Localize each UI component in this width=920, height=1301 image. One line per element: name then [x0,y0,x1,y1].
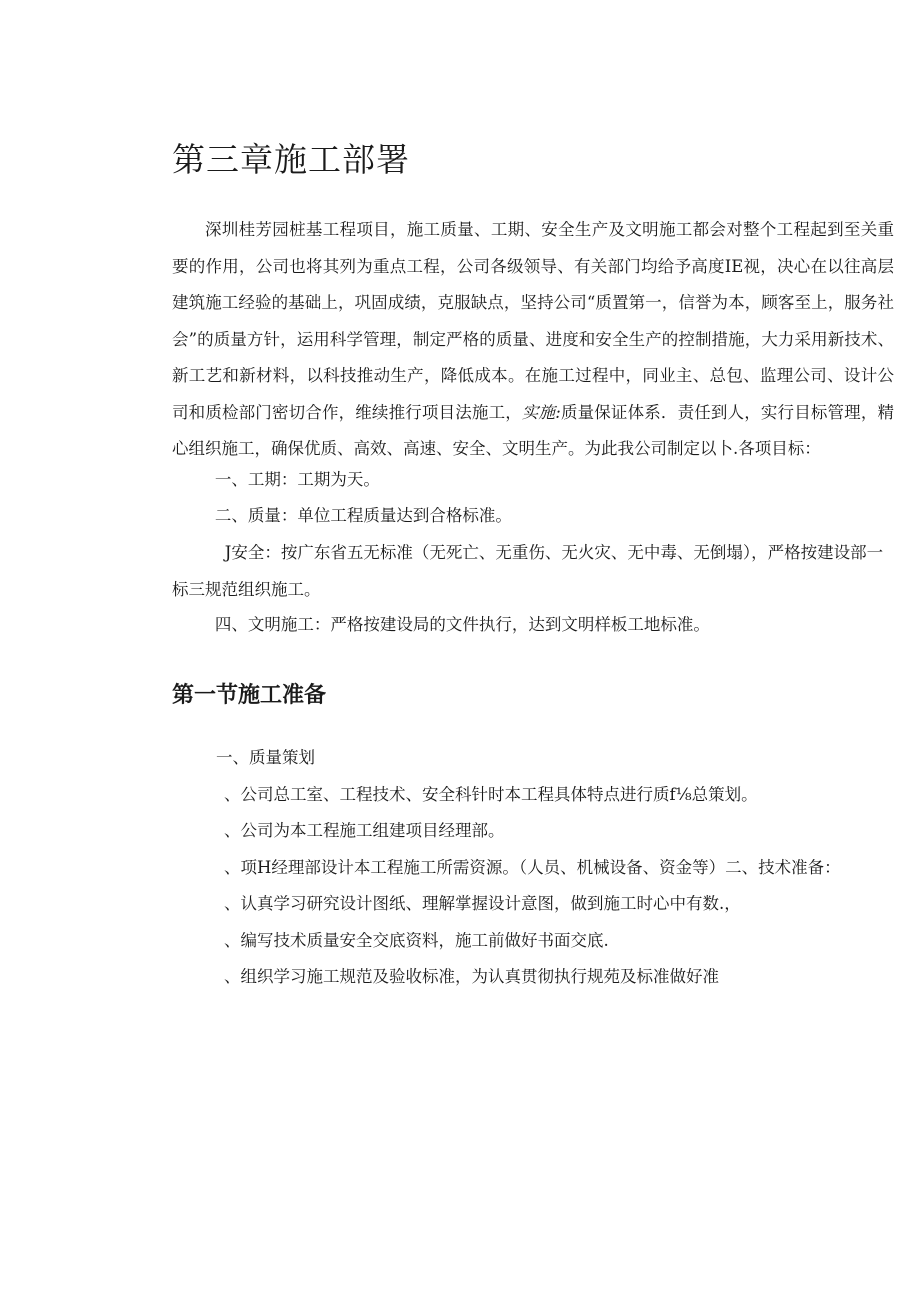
intro-text-italic: 实施: [521,402,561,422]
list-item: 、编写技术质量安全交底资料，施工前做好书面交底. [224,931,609,950]
section-title: 第一节施工准备 [172,683,327,708]
list-item: 、公司为本工程施工组建项目经理部。 [224,821,505,840]
list-item: 、公司总工室、工程技术、安全科针时本工程具体特点进行质f⅛总策划。 [224,785,758,804]
intro-text-part2: 质量保证体系．责任到人，实行目标管理，精心组织施工，确保优质、高效、高速、安全、文明生产。为此我公司制定以卜.各项目标： [172,402,895,458]
goal-safety: J安全：按广东省五无标准（无死亡、无重伤、无火灾、无中毒、无倒塌），严格按建设部一标三规范组织施工。 [172,543,884,599]
goal-schedule: 一、工期：工期为天。 [214,470,380,489]
list-item-quality-planning: 一、质量策划 [216,748,315,767]
chapter-title: 第三章施工部署 [172,140,410,179]
intro-paragraph [172,212,894,468]
intro-text-part1: 深圳桂芳园桩基工程项目，施工质量、工期、安全生产及文明施工都会对整个工程起到至关重要的作用，公司也将其列为重点工程，公司各级领导、有关部门均给予高度IE视，决心在以往高层建筑施工经验的基础上，巩固成绩，克服缺点，坚持公司“质置第一，信誉为本，顾客至上，服务社会”的质量方针，运用科学管理，制定严格的质量、进度和安全生产的控制措施，大力采用新技术、新工艺和新材料，以科技推动生产，降低成本。在施工过程中，同业主、总包、监理公司、设计公司和质检部门密切合作，维续推行项目法施工， [172,220,894,422]
list-item: 、认真学习研究设计图纸、理解掌握设计意图，做到施工时心中有数.， [224,894,741,913]
goal-civilized-construction: 四、文明施工：严格按建设局的文件执行，达到文明样板工地标准。 [214,615,710,634]
goal-quality: 二、质量：单位工程质量达到合格标准。 [214,506,512,525]
list-item: 、项H经理部设计本工程施工所需资源。（人员、机械设备、资金等）二、技术准备： [224,858,841,877]
list-item: 、组织学习施工规范及验收标准，为认真贯彻执行规苑及标准做好准 [224,967,719,986]
